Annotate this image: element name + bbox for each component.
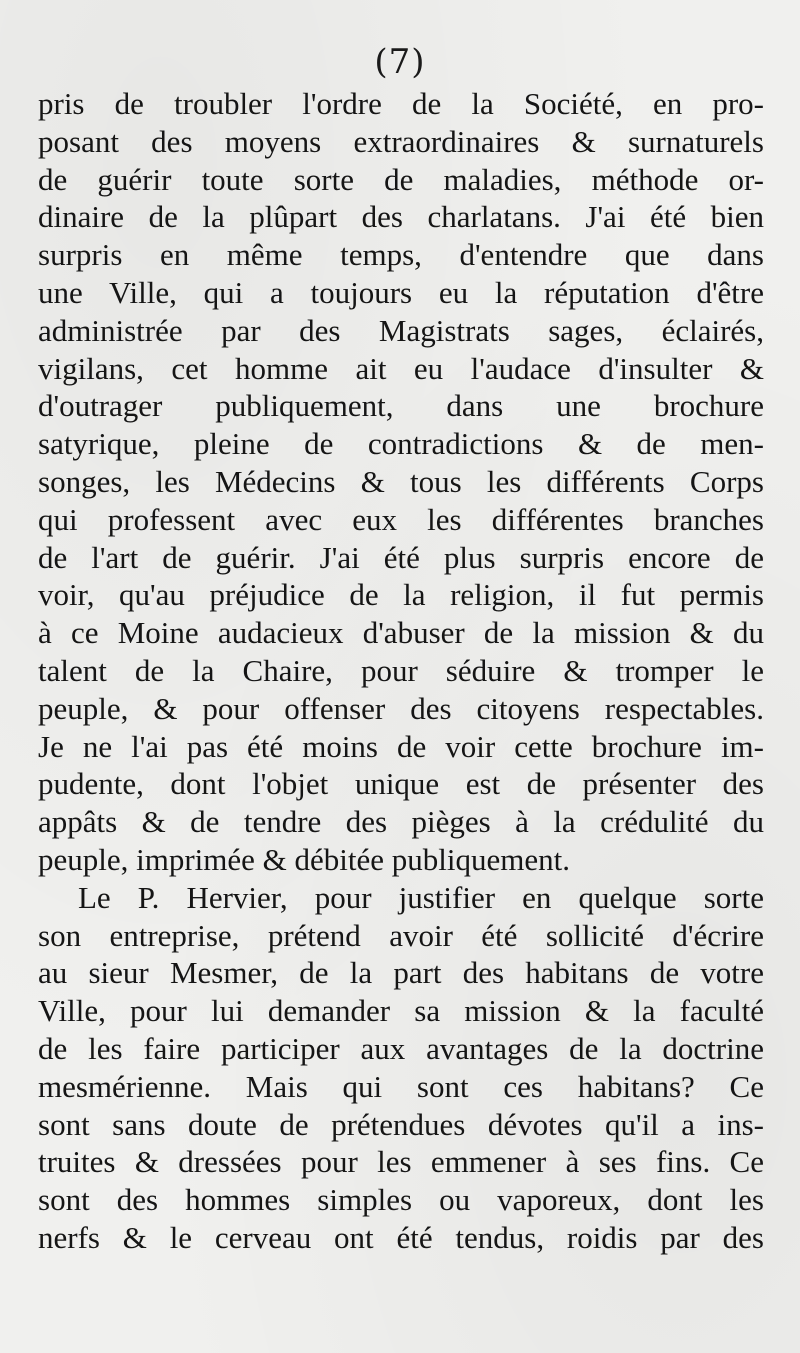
text-line: administrée par des Magistrats sages, éclairés, <box>38 312 764 348</box>
text-line: de l'art de guérir. J'ai été plus surpris encore de <box>38 539 764 575</box>
text-line: voir, qu'au préjudice de la religion, il fut permis <box>38 577 764 613</box>
text-line: satyrique, pleine de contradictions & de men- <box>38 426 764 462</box>
text-line: appâts & de tendre des pièges à la crédulité du <box>38 804 764 840</box>
text-line: une Ville, qui a toujours eu la réputation d'être <box>38 274 764 310</box>
text-line: sont sans doute de prétendues dévotes qu'il a ins- <box>38 1106 764 1142</box>
text-line: à ce Moine audacieux d'abuser de la mission & du <box>38 615 764 651</box>
text-line: d'outrager publiquement, dans une brochure <box>38 388 764 424</box>
page-number: (7) <box>374 42 426 82</box>
text-line: dinaire de la plûpart des charlatans. J'ai été bien <box>38 199 764 235</box>
text-line: surpris en même temps, d'entendre que dans <box>38 237 764 273</box>
text-line: pris de troubler l'ordre de la Société, en pro- <box>38 86 764 121</box>
text-line: mesmérienne. Mais qui sont ces habitans? Ce <box>38 1068 764 1104</box>
text-line: son entreprise, prétend avoir été sollicité d'écrire <box>38 917 764 953</box>
text-line: truites & dressées pour les emmener à ses fins. Ce <box>38 1144 764 1180</box>
text-line: de les faire participer aux avantages de la doctrine <box>38 1030 764 1066</box>
text-line: qui professent avec eux les différentes branches <box>38 501 764 537</box>
text-line: posant des moyens extraordinaires & surnaturels <box>38 123 764 159</box>
paragraph <box>38 85 764 879</box>
text-line: pudente, dont l'objet unique est de présenter des <box>38 766 764 802</box>
body-text <box>38 85 764 1257</box>
text-line: peuple, & pour offenser des citoyens respectables. <box>38 690 764 726</box>
paragraph <box>38 879 764 1257</box>
text-line: Ville, pour lui demander sa mission & la faculté <box>38 993 764 1029</box>
text-line: nerfs & le cerveau ont été tendus, roidis par des <box>38 1219 764 1255</box>
text-line: Je ne l'ai pas été moins de voir cette brochure im- <box>38 728 764 764</box>
text-line: au sieur Mesmer, de la part des habitans de votre <box>38 955 764 991</box>
text-line: de guérir toute sorte de maladies, méthode or- <box>38 161 764 197</box>
text-line: talent de la Chaire, pour séduire & tromper le <box>38 652 764 688</box>
text-line: songes, les Médecins & tous les différents Corps <box>38 463 764 499</box>
text-line: peuple, imprimée & débitée publiquement. <box>38 841 571 877</box>
text-line: vigilans, cet homme ait eu l'audace d'insulter & <box>38 350 764 386</box>
text-line: Le P. Hervier, pour justifier en quelque sorte <box>78 879 764 915</box>
text-line: sont des hommes simples ou vaporeux, dont les <box>38 1182 764 1218</box>
